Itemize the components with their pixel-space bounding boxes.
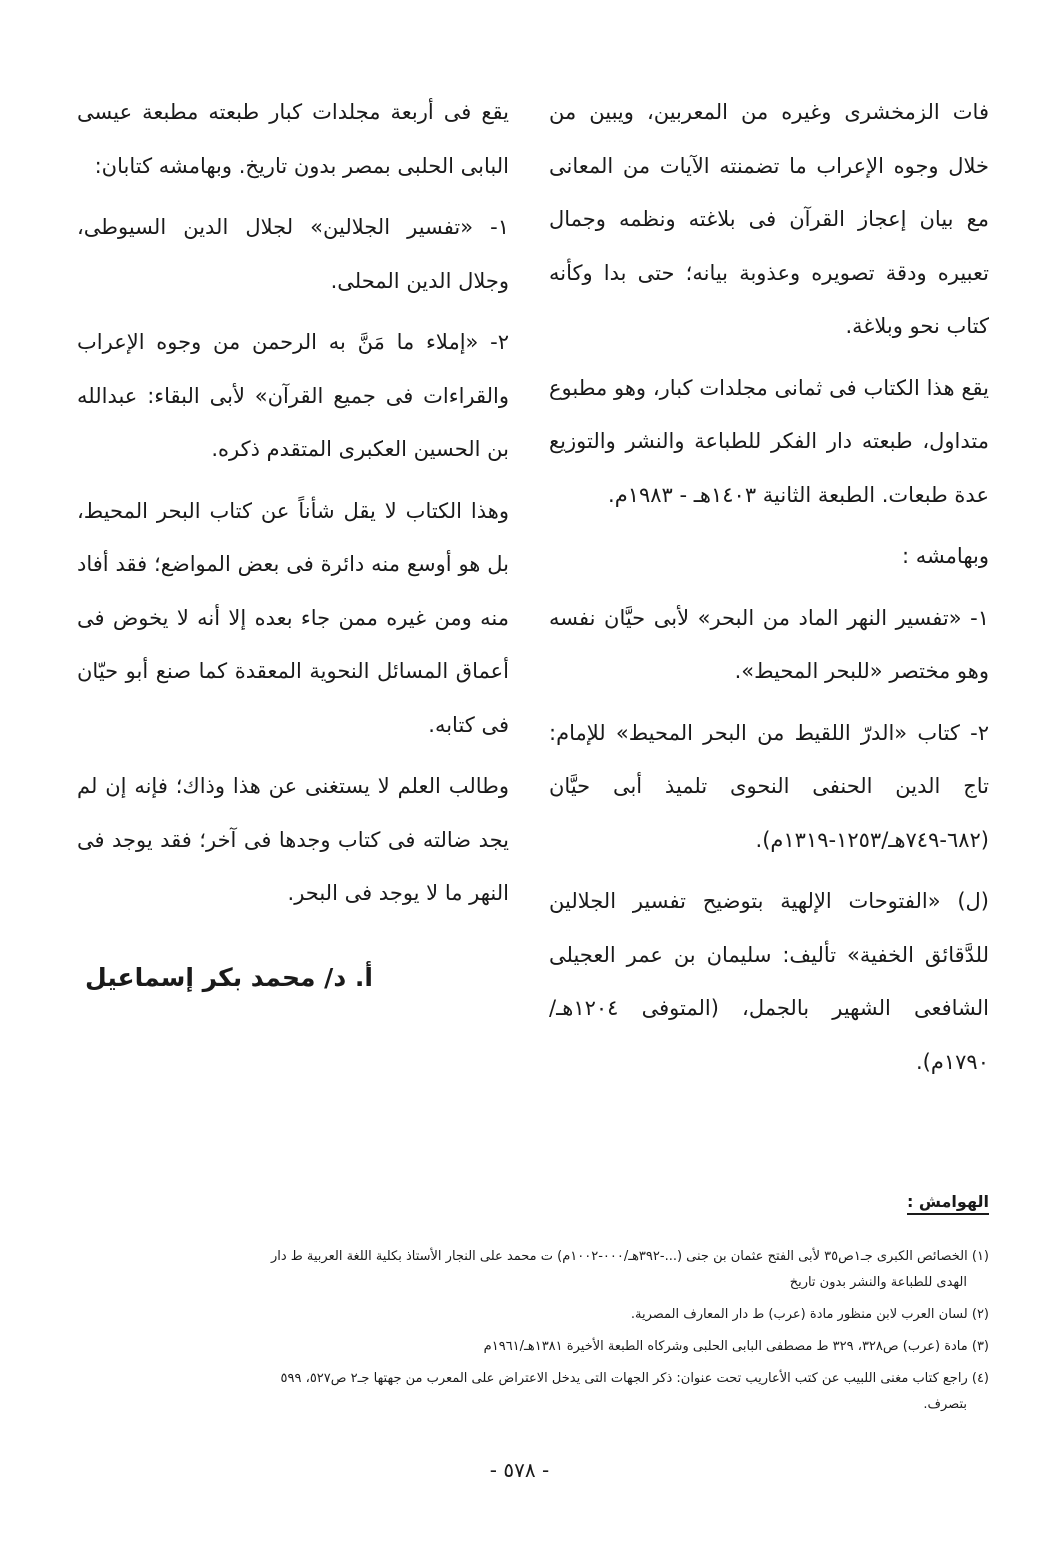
paragraph: وبهامشه : <box>901 544 989 568</box>
author-signature: أ. د/ محمد بكر إسماعيل <box>85 962 373 992</box>
paragraph: وطالب العلم لا يستغنى عن هذا وذاك؛ فإنه إن لم يجد ضالته فى كتاب وجدها فى آخر؛ فقد يوجد فى النهر ما لا يوجد فى البحر. <box>77 774 509 905</box>
footnote <box>84 1366 989 1418</box>
page-number: - ٥٧٨ - <box>489 1458 550 1482</box>
paragraph: ١- «تفسير النهر الماد من البحر» لأبى حيَّان نفسه وهو مختصر «للبحر المحيط». <box>549 605 989 683</box>
paragraph: يقع هذا الكتاب فى ثمانى مجلدات كبار، وهو مطبوع متداول، طبعته دار الفكر للطباعة والنشر والتوزيع عدة طبعات. الطبعة الثانية ١٤٠٣هـ - ١٩٨٣م. <box>549 375 989 507</box>
footnote-text: (٤) راجع كتاب مغنى اللبيب عن كتب الأعاريب تحت عنوان: ذكر الجهات التى يدخل الاعتراض على المعرب من جهتها جـ٢ ص٥٢٧، ٥٩٩ <box>280 1371 989 1386</box>
footnotes-heading: الهوامش : <box>907 1192 989 1215</box>
footnote-continuation: الهدى للطباعة والنشر بدون تاريخ <box>789 1275 967 1290</box>
footnote <box>84 1244 989 1296</box>
paragraph: وهذا الكتاب لا يقل شأناً عن كتاب البحر المحيط، بل هو أوسع منه دائرة فى بعض المواضع؛ فقد أفاد منه ومن غيره ممن جاء بعده إلا أنه لا يخوض فى أعماق المسائل النحوية المعقدة كما صنع أبو حيّان فى كتابه. <box>77 498 509 737</box>
paragraph: ٢- كتاب «الدرّ اللقيط من البحر المحيط» للإمام: تاج الدين الحنفى النحوى تلميذ أبى حيَّان (٦٨٢-٧٤٩هـ/١٢٥٣-١٣١٩م). <box>549 720 989 852</box>
footnote <box>84 1302 989 1328</box>
footnotes-list <box>84 1244 989 1424</box>
paragraph: ١- «تفسير الجلالين» لجلال الدين السيوطى، وجلال الدين المحلى. <box>77 215 509 293</box>
paragraph: (ل) «الفتوحات الإلهية بتوضيح تفسير الجلالين للدَّقائق الخفية» تأليف: سليمان بن عمر العجيلى الشافعى الشهير بالجمل، (المتوفى ١٢٠٤هـ/١٧٩٠م). <box>549 889 989 1074</box>
footnote-text: (٣) مادة (عرب) ص٣٢٨، ٣٢٩ ط مصطفى البابى الحلبى وشركاه الطبعة الأخيرة ١٣٨١هـ/١٩٦١م <box>483 1339 989 1354</box>
paragraph: يقع فى أربعة مجلدات كبار طبعته مطبعة عيسى البابى الحلبى بمصر بدون تاريخ. وبهامشه كتابان: <box>77 100 509 178</box>
paragraph: فات الزمخشرى وغيره من المعربين، ويبين من خلال وجوه الإعراب ما تضمنته الآيات من المعانى مع بيان إعجاز القرآن فى بلاغته ونظمه وجمال تعبيره ودقة تصويره وعذوبة بيانه؛ حتى بدا وكأنه كتاب نحو وبلاغة. <box>549 100 989 338</box>
footnote-text: (٢) لسان العرب لابن منظور مادة (عرب) ط دار المعارف المصرية. <box>630 1307 989 1322</box>
footnote <box>84 1334 989 1360</box>
footnote-continuation: بتصرف. <box>923 1397 967 1412</box>
left-column <box>77 86 509 1012</box>
right-column <box>549 86 989 1097</box>
footnote-text: (١) الخصائص الكبرى جـ١ص٣٥ لأبى الفتح عثمان بن جنى (...-٣٩٢هـ/٠٠٠-١٠٠٢م) ت محمد على النجار الأستاذ بكلية اللغة العربية ط دار <box>270 1249 989 1264</box>
paragraph: ٢- «إملاء ما مَنَّ به الرحمن من وجوه الإعراب والقراءات فى جميع القرآن» لأبى البقاء: عبدالله بن الحسين العكبرى المتقدم ذكره. <box>77 330 509 461</box>
